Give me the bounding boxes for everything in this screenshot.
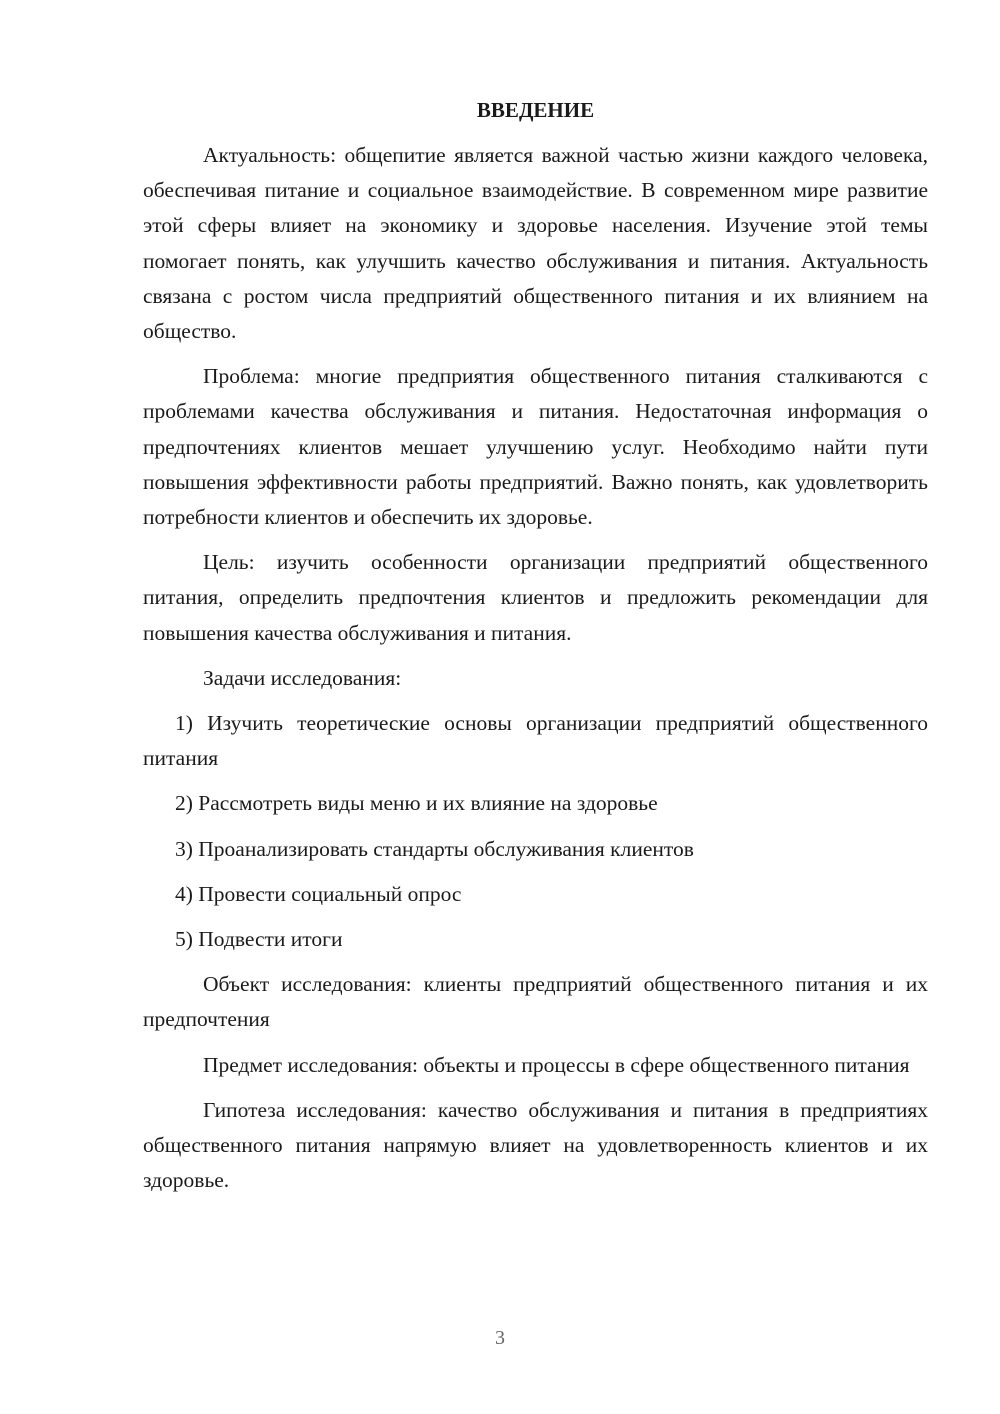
list-item: 3) Проанализировать стандарты обслуживания клиентов xyxy=(175,836,694,861)
goal-paragraph: Цель: изучить особенности организации предприятий общественного питания, определить предпочтения клиентов и предложить рекомендации для повышения качества обслуживания и питания. xyxy=(143,550,928,645)
page-number: 3 xyxy=(495,1327,505,1349)
object-paragraph: Объект исследования: клиенты предприятий общественного питания и их предпочтения xyxy=(143,972,928,1032)
hypothesis-paragraph: Гипотеза исследования: качество обслуживания и питания в предприятиях общественного питания напрямую влияет на удовлетворенность клиентов и их здоровье. xyxy=(143,1097,928,1193)
tasks-heading: Задачи исследования: xyxy=(203,665,402,690)
document-page xyxy=(143,92,928,1208)
relevance-paragraph: Актуальность: общепитие является важной частью жизни каждого человека, обеспечивая питание и социальное взаимодействие. В современном мире развитие этой сферы влияет на экономику и здоровье населения. Изучение этой темы помогает понять, как улучшить качество обслуживания и питания. Актуальность связана с ростом числа предприятий общественного питания и их влиянием на общество. xyxy=(143,143,928,344)
list-item: 2) Рассмотреть виды меню и их влияние на здоровье xyxy=(175,791,658,816)
problem-paragraph: Проблема: многие предприятия общественного питания сталкиваются с проблемами качества обслуживания и питания. Недостаточная информация о предпочтениях клиентов мешает улучшению услуг. Необходимо найти пути повышения эффективности работы предприятий. Важно понять, как удовлетворить потребности клиентов и обеспечить их здоровье. xyxy=(143,364,928,530)
tasks-list xyxy=(143,706,928,957)
list-item: 5) Подвести итоги xyxy=(175,927,343,952)
page-title: ВВЕДЕНИЕ xyxy=(476,98,595,122)
list-item: 1) Изучить теоретические основы организации предприятий общественного питания xyxy=(143,711,928,771)
subject-paragraph: Предмет исследования: объекты и процессы в сфере общественного питания xyxy=(203,1052,910,1077)
list-item: 4) Провести социальный опрос xyxy=(175,881,462,906)
